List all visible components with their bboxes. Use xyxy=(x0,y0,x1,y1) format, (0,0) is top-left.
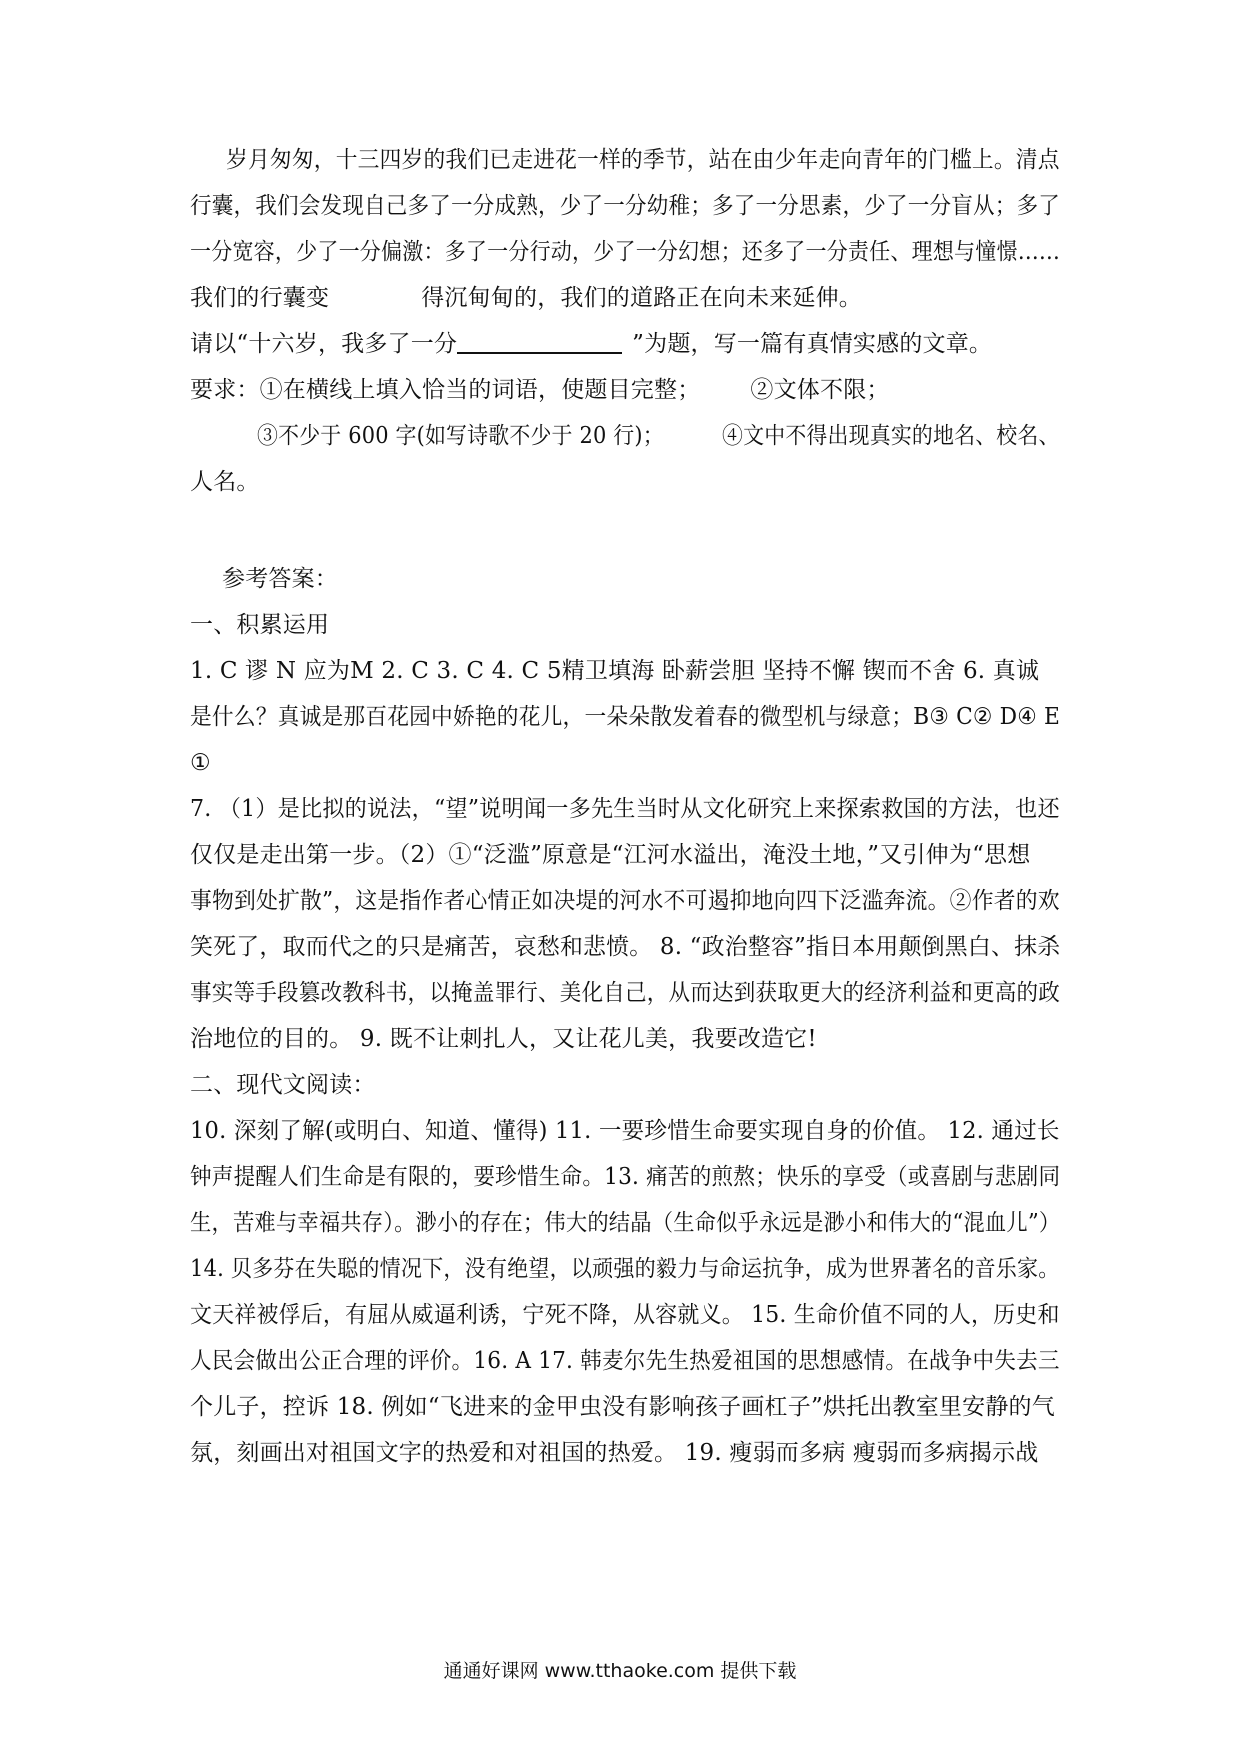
requirement-1: 要求：①在横线上填入恰当的词语，使题目完整； xyxy=(190,377,701,403)
requirement-4: ④文中不得出现真实的地名、校名、 xyxy=(722,423,1060,449)
requirements-line-3: 人名。 xyxy=(190,469,260,495)
essay-line-4 xyxy=(190,283,862,313)
answer-line-5: 仅仅是走出第一步。（2）①“泛滥”原意是“江河水溢出，淹没土地，”又引伸为“思想 xyxy=(190,842,1031,868)
requirement-3: ③不少于 600 字(如写诗歌不少于 20 行)； xyxy=(257,423,664,449)
essay-line-4-start: 我们的行囊变 xyxy=(190,285,330,311)
essay-line-1: 岁月匆匆，十三四岁的我们已走进花一样的季节，站在由少年走向青年的门槛上。清点 xyxy=(226,147,1060,173)
essay-prompt-line xyxy=(190,329,992,359)
answer-line-6: 事物到处扩散”，这是指作者心情正如决堤的河水不可遏抑地向四下泛滥奔流。②作者的欢 xyxy=(190,888,1060,914)
answers-heading: 参考答案： xyxy=(222,566,338,592)
answer-line-8: 事实等手段篡改教科书，以掩盖罪行、美化自己，从而达到获取更大的经济利益和更高的政 xyxy=(190,980,1060,1006)
prompt-title-start: 请以“十六岁，我多了一分 xyxy=(190,331,458,357)
answer-line-14: 文天祥被俘后，有屈从威逼利诱，宁死不降，从容就义。 15. 生命价值不同的人，历史和 xyxy=(190,1302,1060,1328)
answer-line-12: 生，苦难与幸福共存）。渺小的存在；伟大的结晶（生命似乎永远是渺小和伟大的“混血儿”） xyxy=(190,1210,1061,1236)
essay-line-2: 行囊，我们会发现自己多了一分成熟，少了一分幼稚；多了一分思素，少了一分盲从；多了 xyxy=(190,193,1060,219)
answer-line-15: 人民会做出公正合理的评价。16. A 17. 韩麦尔先生热爱祖国的思想感情。在战争中失去三 xyxy=(190,1348,1060,1374)
essay-line-3: 一分宽容，少了一分偏激：多了一分行动，少了一分幻想；还多了一分责任、理想与憧憬…… xyxy=(190,239,1061,265)
answer-line-9: 治地位的目的。 9. 既不让刺扎人，又让花儿美，我要改造它! xyxy=(190,1026,817,1052)
answer-line-2: 是什么？真诚是那百花园中娇艳的花儿，一朵朵散发着春的微型机与绿意；B③ C② D④ E xyxy=(190,704,1061,730)
answer-line-7: 笑死了，取而代之的只是痛苦，哀愁和悲愤。 8. “政治整容”指日本用颠倒黑白、抹杀 xyxy=(190,934,1061,960)
answer-line-16: 个儿子，控诉 18. 例如“飞进来的金甲虫没有影响孩子画杠子”烘托出教室里安静的气 xyxy=(190,1394,1055,1420)
answer-line-3: ① xyxy=(190,750,211,776)
page-footer: 通通好课网 www.tthaoke.com 提供下载 xyxy=(443,1660,797,1682)
requirements-line-2 xyxy=(257,421,1060,451)
answer-line-10: 10. 深刻了解(或明白、知道、懂得) 11. 一要珍惜生命要实现自身的价值。 12. 通过长 xyxy=(190,1118,1060,1144)
title-blank-line xyxy=(457,330,622,354)
section-heading-2: 二、现代文阅读： xyxy=(190,1072,376,1098)
requirement-2: ②文体不限； xyxy=(750,377,890,403)
requirements-line-1 xyxy=(190,375,890,405)
answer-line-13: 14. 贝多芬在失聪的情况下，没有绝望，以顽强的毅力与命运抗争，成为世界著名的音乐家。 xyxy=(190,1256,1060,1282)
answer-line-11: 钟声提醒人们生命是有限的，要珍惜生命。13. 痛苦的煎熬；快乐的享受（或喜剧与悲剧同 xyxy=(190,1164,1061,1190)
prompt-title-end: ”为题，写一篇有真情实感的文章。 xyxy=(632,331,993,357)
essay-line-4-end: 得沉甸甸的，我们的道路正在向未来延伸。 xyxy=(421,285,863,311)
section-heading-1: 一、积累运用 xyxy=(190,612,330,638)
answer-line-17: 氛，刻画出对祖国文字的热爱和对祖国的热爱。 19. 瘦弱而多病 瘦弱而多病揭示战 xyxy=(190,1440,1039,1466)
answer-line-1: 1. C 谬 N 应为M 2. C 3. C 4. C 5精卫填海 卧薪尝胆 坚持不懈 锲而不舍 6. 真诚 xyxy=(190,658,1040,684)
answer-line-4: 7. （1）是比拟的说法，“望”说明闻一多先生当时从文化研究上来探索救国的方法，也还 xyxy=(190,796,1060,822)
